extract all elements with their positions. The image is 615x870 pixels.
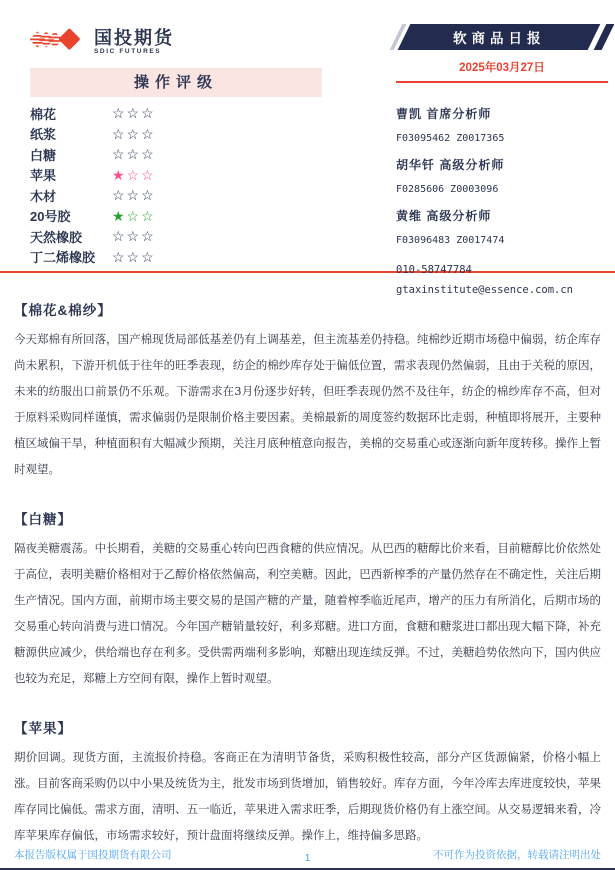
rating-row (30, 124, 322, 145)
analyst-codes: F0285606 Z0003096 (396, 184, 499, 195)
section-title: 【苹果】 (14, 721, 72, 736)
rating-row (30, 226, 322, 247)
rating-row (30, 185, 322, 206)
rating-row (30, 247, 322, 268)
section-body: 今天郑棉有所回落，国产棉现货局部低基差仍有上调基差，但主流基差仍持稳。纯棉纱近期市场稳中偏弱，纺企库存尚未累积，下游开机低于往年的旺季表现，纺企的棉纱库存处于偏低位置，需求表现仍然偏弱，且由于关税的原因，未来的纺服出口前景仍不乐观。下游需求在3月份逐步好转，但旺季表现仍然不及往年，纺企的棉纱库存不高，但对于原料采购同样谨慎，需求偏弱仍是限制价格主要因素。美棉最新的周度签约数据环比走弱，种植即将展开，主要种植区域偏干旱，种植面积有大幅减少预期，关注月底种植意向报告，美棉的交易重心或逐渐向新年度转移。操作上暂时观望。 (14, 332, 601, 476)
rating-commodity-name: 天然橡胶 (30, 229, 83, 245)
rating-stars: ☆☆☆ (112, 187, 156, 204)
contact-phone: 010-58747784 (396, 264, 472, 276)
ratings-list (30, 103, 322, 267)
report-title: 软商品日报 (452, 31, 546, 46)
report-sections (0, 299, 615, 848)
rating-stars: ☆☆☆ (112, 248, 156, 265)
section-body: 隔夜美糖震荡。中长期看，美糖的交易重心转向巴西食糖的供应情况。从巴西的糖醇比价来看，目前糖醇比价依然处于高位，表明美糖价格相对于乙醇价格依然偏高，利空美糖。因此，巴西新榨季的产量仍然存在不确定性，关注后期生产情况。国内方面，前期市场主要交易的是国产糖的产量，随着榨季临近尾声，增产的压力有所消化，后期市场的交易重心转向消费与进口情况。今年国产糖销量较好，利多郑糖。进口方面，食糖和糖浆进口都出现大幅下降，补充糖源供应减少，供给端也存在利多。受供需两端利多影响，郑糖出现连续反弹。不过，美糖趋势依然向下，国内供应也较为充足，郑糖上方空间有限，操作上暂时观望。 (14, 541, 601, 685)
rating-stars: ★☆☆ (112, 207, 156, 224)
report-title-banner (396, 24, 608, 50)
analyst-list (396, 105, 608, 246)
section-title: 【白糖】 (14, 512, 72, 527)
footer-page-number: 1 (304, 852, 311, 864)
section-title: 【棉花&棉纱】 (14, 303, 112, 318)
brand-logo (30, 22, 322, 62)
rating-commodity-name: 白糖 (30, 147, 57, 163)
rating-stars: ☆☆☆ (112, 125, 156, 142)
rating-row (30, 144, 322, 165)
section-body: 期价回调。现货方面，主流报价持稳。客商正在为清明节备货，采购积极性较高，部分产区货源偏紧，价格小幅上涨。目前客商采购仍以中小果及统货为主，批发市场到货增加，销售较好。库存方面，今年冷库去库进度较快，苹果库存同比偏低。需求方面，清明、五一临近，苹果进入需求旺季，后期现货价格仍有上涨空间。从交易逻辑来看，冷库苹果库存偏低，市场需求较好，预计盘面将继续反弹。操作上，维持偏多思路。 (14, 750, 601, 842)
analyst-name-title: 黄维 高级分析师 (396, 209, 492, 223)
analyst-block (396, 156, 608, 195)
brand-text (94, 29, 174, 56)
brand-name-cn: 国投期货 (94, 27, 174, 48)
rating-commodity-name: 纸浆 (30, 127, 57, 143)
analyst-name-title: 胡华钎 高级分析师 (396, 158, 505, 172)
report-section (14, 299, 601, 482)
contact-block (396, 264, 608, 296)
header-area (0, 0, 615, 296)
rating-stars: ★☆☆ (112, 166, 156, 183)
analyst-block (396, 207, 608, 246)
rating-stars: ☆☆☆ (112, 228, 156, 245)
page-footer (0, 847, 615, 870)
ratings-header: 操作评级 (30, 68, 322, 97)
report-section (14, 508, 601, 691)
rating-commodity-name: 20号胶 (30, 209, 71, 225)
rating-commodity-name: 棉花 (30, 106, 57, 122)
rating-commodity-name: 苹果 (30, 168, 57, 184)
footer-row (0, 847, 615, 868)
rating-stars: ☆☆☆ (112, 146, 156, 163)
rating-commodity-name: 丁二烯橡胶 (30, 250, 96, 266)
report-date: 2025年03月27日 (396, 59, 608, 83)
rating-row (30, 206, 322, 227)
rating-row (30, 165, 322, 186)
report-title-bar (398, 24, 601, 50)
analyst-name-title: 曹凯 首席分析师 (396, 107, 492, 121)
logo-diamonds-icon (30, 20, 86, 65)
report-section (14, 717, 601, 848)
brand-name-en: SDIC FUTURES (94, 47, 162, 55)
contact-email: gtaxinstitute@essence.com.cn (396, 284, 574, 296)
footer-copyright: 本报告版权属于国投期货有限公司 (14, 849, 172, 861)
rating-stars: ☆☆☆ (112, 105, 156, 122)
footer-disclaimer: 不可作为投资依据，转载请注明出处 (433, 849, 601, 861)
right-column (396, 22, 608, 296)
rating-row (30, 103, 322, 124)
rating-commodity-name: 木材 (30, 188, 57, 204)
analyst-codes: F03096483 Z0017474 (396, 235, 505, 246)
analyst-block (396, 105, 608, 144)
analyst-codes: F03095462 Z0017365 (396, 133, 505, 144)
left-column (30, 22, 322, 271)
